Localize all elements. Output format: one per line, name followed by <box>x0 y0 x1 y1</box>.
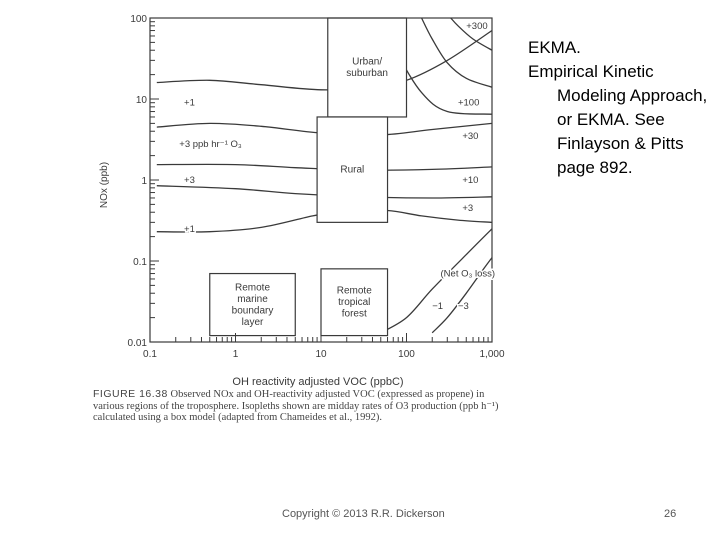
y-axis-label: NOx (ppb) <box>99 161 110 209</box>
page-number: 26 <box>664 508 677 520</box>
x-tick-label: 100 <box>398 349 415 360</box>
isopleth-label: +3 <box>462 203 474 215</box>
region-label-rural: Rural <box>340 164 365 176</box>
slide-text-line-1: Empirical Kinetic <box>528 62 654 81</box>
x-tick-label: 10 <box>315 349 327 360</box>
isopleth-label: +300 <box>466 20 488 32</box>
region-boxes <box>210 18 407 336</box>
isopleth-label: −1 <box>432 300 444 312</box>
isopleth-label: (Net O₃ loss) <box>440 268 496 280</box>
slide-text-line-0: EKMA. <box>528 38 581 57</box>
region-label-remote-marine-boundary-layer: Remote marine boundary layer <box>231 282 274 328</box>
isopleth-label: +3 ppb hr⁻¹ O₃ <box>179 138 242 150</box>
figure-caption <box>93 389 513 424</box>
caption-body: Observed NOx and OH-reactivity adjusted VOC (expressed as propene) in various regions of the troposphere. Isopleths shown are midday rates of O3 production (ppb h⁻¹) calculated using a box model (adapted from Chameides et al., 1992). <box>93 389 499 423</box>
isopleth-label: +10 <box>462 175 479 186</box>
isopleth-label: +1 <box>184 97 195 109</box>
y-tick-label: 0.01 <box>127 338 147 349</box>
isopleth-label: +3 <box>184 175 195 186</box>
x-tick-label: 0.1 <box>143 349 157 360</box>
region-label-remote-tropical-forest: Remote tropical forest <box>336 285 372 320</box>
copyright-footer: Copyright © 2013 R.R. Dickerson <box>282 508 445 520</box>
y-tick-label: 100 <box>130 14 147 25</box>
isopleth-label: +1 <box>184 223 195 235</box>
x-tick-label: 1 <box>232 349 239 360</box>
x-axis-label: OH reactivity adjusted VOC (ppbC) <box>232 376 404 388</box>
x-tick-label: 1,000 <box>479 349 505 360</box>
caption-head: FIGURE 16.38 <box>93 388 168 400</box>
slide-text-line-2: Modeling Approach, or EKMA. See Finlayson & Pitts page 892. <box>557 86 708 177</box>
y-tick-label: 10 <box>135 95 147 106</box>
slide-text <box>528 36 708 180</box>
isopleth-1-upper <box>157 31 492 90</box>
region-label-urban-suburban: Urban/ suburban <box>346 56 388 80</box>
y-tick-label: 1 <box>141 176 147 187</box>
isopleth-label: −3 <box>457 300 469 312</box>
isopleth-label: +100 <box>457 97 480 109</box>
y-tick-label: 0.1 <box>133 257 147 268</box>
isopleth-label: +30 <box>462 130 479 142</box>
